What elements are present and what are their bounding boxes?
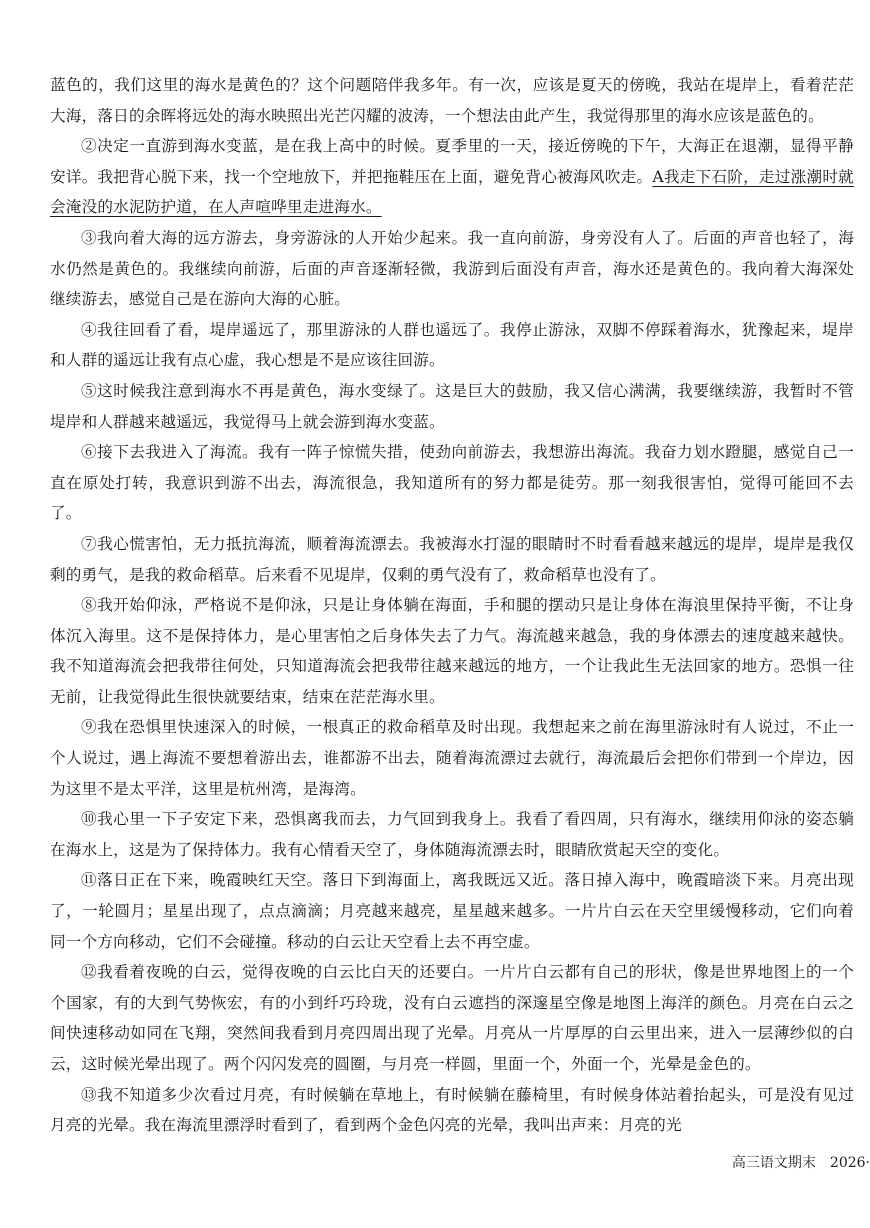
paragraph-9: ⑨我在恐惧里快速深入的时候，一根真正的救命稻草及时出现。我想起来之前在海里游泳时有人说过，不止一个人说过，遇上海流不要想着游出去，谁都游不出去，随着海流漂过去就行，海流最后会把你们带到一个岸边，因为这里不是太平洋，这里是杭州湾，是海湾。: [50, 718, 854, 798]
paragraph-2-text: ②决定一直游到海水变蓝，是在我上高中的时候。夏季里的一天，接近傍晚的下午，大海正在退潮，显得平静安详。我把背心脱下来，找一个空地放下，并把拖鞋压在上面，避免背心被海风吹走。: [50, 137, 854, 186]
paragraph-10: ⑩我心里一下子安定下来，恐惧离我而去，力气回到我身上。我看了看四周，只有海水，继续用仰泳的姿态躺在海水上，这是为了保持体力。我有心情看天空了，身体随海流漂去时，眼睛欣赏起天空的变化。: [50, 810, 854, 859]
paragraph-2: [50, 131, 854, 223]
paragraph-11: ⑪落日正在下来，晚霞映红天空。落日下到海面上，离我既远又近。落日掉入海中，晚霞暗淡下来。月亮出现了，一轮圆月；星星出现了，点点滴滴；月亮越来越亮，星星越来越多。一片片白云在天空里缓慢移动，它们向着同一个方向移动，它们不会碰撞。移动的白云让天空看上去不再空虚。: [50, 871, 854, 951]
paragraph-4: ④我往回看了看，堤岸遥远了，那里游泳的人群也遥远了。我停止游泳，双脚不停踩着海水，犹豫起来，堤岸和人群的遥远让我有点心虚，我心想是不是应该往回游。: [50, 320, 854, 370]
paragraph-7: ⑦我心慌害怕，无力抵抗海流，顺着海流漂去。我被海水打湿的眼睛时不时看看越来越远的堤岸，堤岸是我仅剩的勇气，是我的救命稻草。后来看不见堤岸，仅剩的勇气没有了，救命稻草也没有了。: [50, 534, 854, 584]
paragraph-8: ⑧我开始仰泳，严格说不是仰泳，只是让身体躺在海面，手和腿的摆动只是让身体在海浪里保持平衡，不让身体沉入海里。这不是保持体力，是心里害怕之后身体失去了力气。海流越来越急，我的身体漂去的速度越来越快。我不知道海流会把我带往何处，只知道海流会把我带往越来越远的地方，一个让我此生无法回家的地方。恐惧一往无前，让我觉得此生很快就要结束，结束在茫茫海水里。: [50, 596, 854, 706]
paragraph-12: ⑫我看着夜晚的白云，觉得夜晚的白云比白天的还要白。一片片白云都有自己的形状，像是世界地图上的一个个国家，有的大到气势恢宏，有的小到纤巧玲珑，没有白云遮挡的深邃星空像是地图上海洋的颜色。月亮在白云之间快速移动如同在飞翔，突然间我看到月亮四周出现了光晕。月亮从一片厚厚的白云里出来，进入一层薄纱似的白云，这时候光晕出现了。两个闪闪发亮的圆圈，与月亮一样圆，里面一个，外面一个，光晕是金色的。: [50, 963, 854, 1073]
underlined-sentence-a: A我走下石阶，走过涨潮时就会淹没的水泥防护道，在人声喧哗里走进海水。: [50, 167, 854, 217]
article-body: [50, 70, 854, 1141]
paragraph-13: ⑬我不知道多少次看过月亮，有时候躺在草地上，有时候躺在藤椅里，有时候身体站着抬起头，可是没有见过月亮的光晕。我在海流里漂浮时看到了，看到两个金色闪亮的光晕，我叫出声来：月亮的光: [50, 1085, 854, 1135]
paragraph-3: ③我向着大海的远方游去，身旁游泳的人开始少起来。我一直向前游，身旁没有人了。后面的声音也轻了，海水仍然是黄色的。我继续向前游，后面的声音逐渐轻微，我游到后面没有声音，海水还是黄色的。我向着大海深处继续游去，感觉自己是在游向大海的心脏。: [50, 228, 854, 309]
paragraph-1-continuation: 蓝色的，我们这里的海水是黄色的？这个问题陪伴我多年。有一次，应该是夏天的傍晚，我站在堤岸上，看着茫茫大海，落日的余晖将远处的海水映照出光芒闪耀的波涛，一个想法由此产生，我觉得那里的海水应该是蓝色的。: [50, 76, 854, 125]
paragraph-6: ⑥接下去我进入了海流。我有一阵子惊慌失措，使劲向前游去，我想游出海流。我奋力划水蹬腿，感觉自己一直在原处打转，我意识到游不出去，海流很急，我知道所有的努力都是徒劳。那一刻我很害怕，觉得可能回不去了。: [50, 443, 854, 523]
paragraph-5: ⑤这时候我注意到海水不再是黄色，海水变绿了。这是巨大的鼓励，我又信心满满，我要继续游，我暂时不管堤岸和人群越来越遥远，我觉得马上就会游到海水变蓝。: [50, 381, 854, 431]
page-footer: 高三语文期末 2026·: [731, 1155, 870, 1171]
